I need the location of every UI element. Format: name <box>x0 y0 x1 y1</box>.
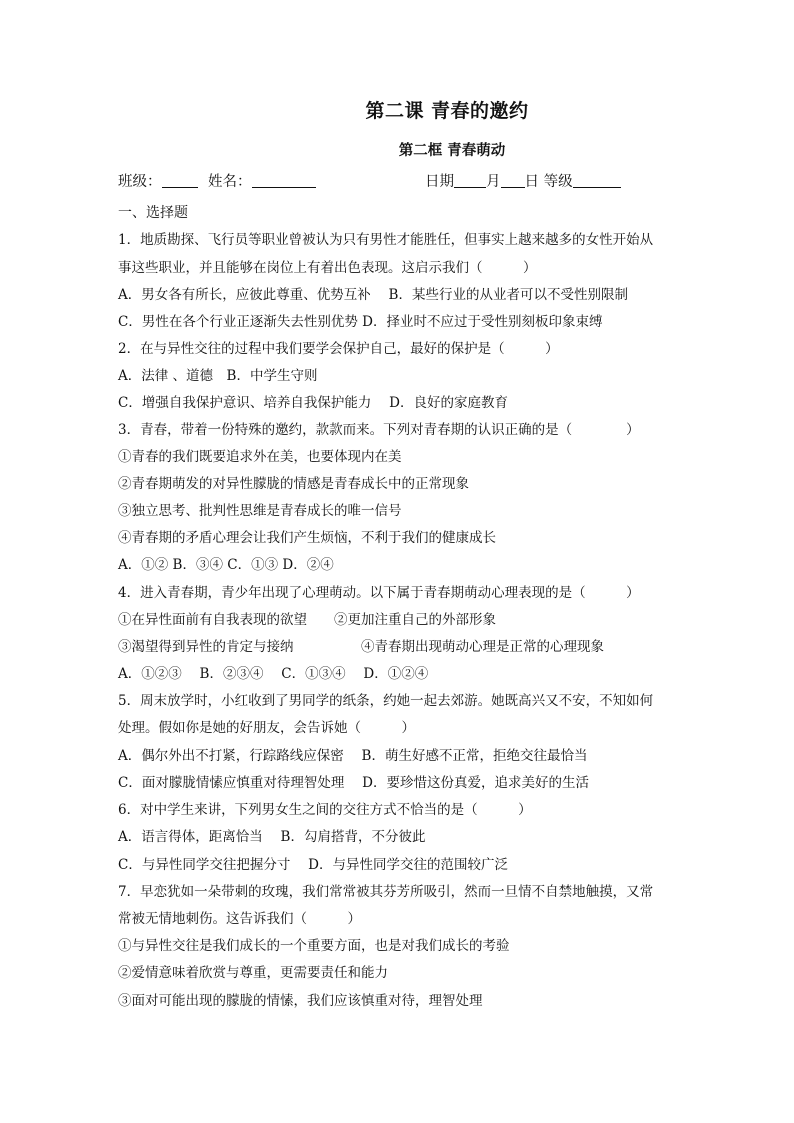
option-line: C．面对朦胧情愫应慎重对待理智处理 D．要珍惜这份真爱，追求美好的生活 <box>118 775 589 791</box>
name-label: 姓名： <box>208 174 252 190</box>
option-line: A．男女各有所长，应彼此尊重、优势互补 B．某些行业的从业者可以不受性别限制 <box>118 287 628 303</box>
name-field <box>208 170 316 191</box>
class-blank[interactable] <box>162 173 198 188</box>
day-label: 日 <box>524 174 539 190</box>
statement-line: ③面对可能出现的朦胧的情愫，我们应该慎重对待，理智处理 <box>118 993 483 1009</box>
option-line: A．语言得体，距离恰当 B．勾肩搭背，不分彼此 <box>118 829 426 845</box>
question-line: 5．周末放学时，小红收到了男同学的纸条，约她一起去郊游。她既高兴又不安，不知如何 <box>118 693 654 709</box>
statement-line: ②爱情意味着欣赏与尊重，更需要责任和能力 <box>118 965 388 981</box>
statement-line: ③独立思考、批判性思维是青春成长的唯一信号 <box>118 503 402 519</box>
statement-line: ①青春的我们既要追求外在美，也要体现内在美 <box>118 449 402 465</box>
question-line: 常被无情地刺伤。这告诉我们（ ） <box>118 911 361 927</box>
date-field <box>425 170 621 191</box>
option-line: A．①② B．③④ C．①③ D．②④ <box>118 557 334 573</box>
question-line: 2．在与异性交往的过程中我们要学会保护自己，最好的保护是（ ） <box>118 341 559 357</box>
question-line: 3．青春，带着一份特殊的邀约，款款而来。下列对青春期的认识正确的是（ ） <box>118 422 640 438</box>
question-line: 6．对中学生来讲，下列男女生之间的交往方式不恰当的是（ ） <box>118 802 532 818</box>
grade-label: 等级 <box>543 174 573 190</box>
option-line: A．①②③ B．②③④ C．①③④ D．①②④ <box>118 666 429 682</box>
statement-line: ①在异性面前有自我表现的欲望 ②更加注重自己的外部形象 <box>118 612 496 628</box>
date-blank[interactable] <box>454 173 486 188</box>
class-label: 班级： <box>118 174 162 190</box>
statement-line: ④青春期的矛盾心理会让我们产生烦恼，不利于我们的健康成长 <box>118 530 496 546</box>
statement-line: ①与异性交往是我们成长的一个重要方面，也是对我们成长的考验 <box>118 938 510 954</box>
month-label: 月 <box>486 174 501 190</box>
grade-blank[interactable] <box>573 173 621 188</box>
question-line: 1．地质勘探、飞行员等职业曾被认为只有男性才能胜任，但事实上越来越多的女性开始从 <box>118 232 654 248</box>
option-line: C．与异性同学交往把握分寸 D．与异性同学交往的范围较广泛 <box>118 857 508 873</box>
statement-line: ③渴望得到异性的肯定与接纳 ④青春期出现萌动心理是正常的心理现象 <box>118 639 604 655</box>
name-blank[interactable] <box>252 173 316 188</box>
option-line: A．法律 、道德 B．中学生守则 <box>118 368 318 384</box>
month-blank[interactable] <box>501 173 525 188</box>
statement-line: ②青春期萌发的对异性朦胧的情感是青春成长中的正常现象 <box>118 476 469 492</box>
date-label: 日期 <box>425 174 454 190</box>
question-line: 7．早恋犹如一朵带刺的玫瑰，我们常常被其芬芳所吸引，然而一旦情不自禁地触摸，又常 <box>118 884 654 900</box>
option-line: A．偶尔外出不打紧，行踪路线应保密 B．萌生好感不正常，拒绝交往最恰当 <box>118 748 588 764</box>
section-heading: 一、选择题 <box>118 205 188 221</box>
section-subtitle: 第二框 青春萌动 <box>398 142 506 159</box>
option-line: C．增强自我保护意识、培养自我保护能力 D．良好的家庭教育 <box>118 395 508 411</box>
question-line: 处理。假如你是她的好朋友，会告诉她（ ） <box>118 720 415 736</box>
class-field <box>118 170 198 191</box>
option-line: C．男性在各个行业正逐渐失去性别优势 D．择业时不应过于受性别刻板印象束缚 <box>118 314 603 330</box>
question-line: 4．进入青春期，青少年出现了心理萌动。以下属于青春期萌动心理表现的是（ ） <box>118 585 640 601</box>
question-line: 事这些职业，并且能够在岗位上有着出色表现。这启示我们（ ） <box>118 260 537 276</box>
lesson-title: 第二课 青春的邀约 <box>365 100 529 122</box>
